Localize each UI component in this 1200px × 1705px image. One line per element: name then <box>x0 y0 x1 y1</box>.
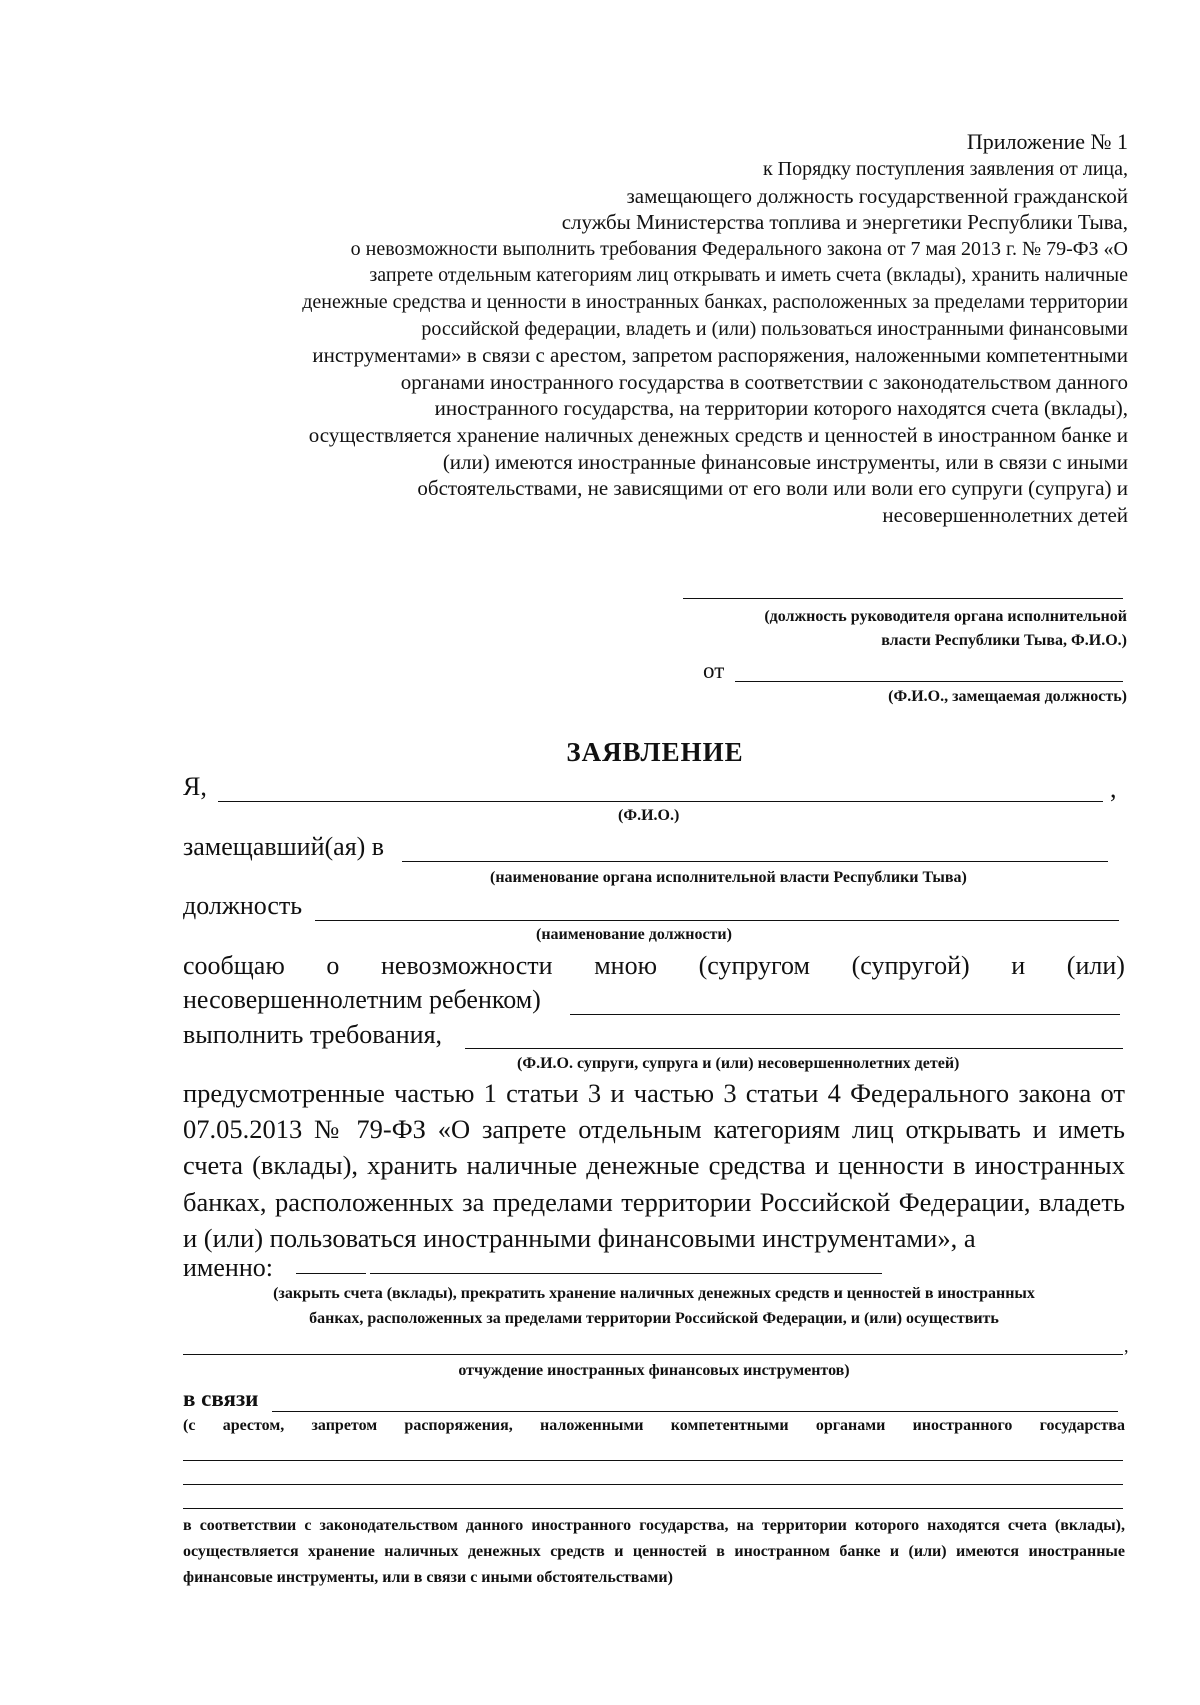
reason-input-line-4[interactable] <box>183 1508 1123 1509</box>
header-appendix-number: Приложение № 1 <box>966 129 1128 154</box>
header-line: осуществляется хранение наличных денежных средств и ценностей в иностранном банке и <box>308 422 1128 447</box>
report-word: невозможности <box>380 951 553 980</box>
report-word: сообщаю <box>183 951 285 980</box>
header-line: денежные средства и ценности в иностранных банках, расположенных за пределами территории <box>302 290 1128 313</box>
document-title: ЗАЯВЛЕНИЕ <box>566 737 744 767</box>
addressee-caption-2: власти Республики Тыва, Ф.И.О.) <box>881 632 1127 649</box>
fio-input-line[interactable] <box>218 801 1103 802</box>
held-input-line[interactable] <box>402 861 1108 862</box>
fulfill-input-line[interactable] <box>465 1048 1123 1049</box>
namely-label: именно: <box>183 1253 273 1282</box>
report-word: о <box>326 951 340 980</box>
reason-input-line[interactable] <box>272 1411 1118 1412</box>
header-line: обстоятельствами, не зависящими от его воли или воли его супруги (супруга) и <box>417 476 1128 501</box>
header-line: органами иностранного государства в соответствии с законодательством данного <box>400 369 1128 394</box>
fulfill-label: выполнить требования, <box>183 1020 443 1049</box>
namely-input-line-3[interactable] <box>183 1354 1123 1355</box>
i-label: Я, <box>183 772 207 801</box>
namely-comma: , <box>1124 1336 1129 1356</box>
position-input-line[interactable] <box>315 920 1119 921</box>
main-paragraph: предусмотренные частью 1 статьи 3 и частью 3 статьи 4 Федерального закона от 07.05.2013 № 79-ФЗ «О запрете отдельным категориям лиц открывать и иметь счета (вклады), хранить наличные денежные средства и ценности в иностранных банках, расположенных за пределами территории Российской Федерации, владеть и (или) пользоваться иностранными финансовыми инструментами», а <box>183 1078 1125 1253</box>
held-caption: (наименование органа исполнительной власти Республики Тыва) <box>490 869 967 886</box>
family-caption: (Ф.И.О. супруги, супруга и (или) несовершеннолетних детей) <box>517 1055 960 1072</box>
header-line: инструментами» в связи с арестом, запретом распоряжения, наложенными компетентными <box>312 343 1128 368</box>
namely-input-line-2[interactable] <box>370 1273 882 1274</box>
header-line: иностранного государства, на территории которого находятся счета (вклады), <box>434 396 1128 421</box>
held-label: замещавший(ая) в <box>183 832 385 861</box>
namely-input-line-1[interactable] <box>296 1273 366 1274</box>
fio-caption: (Ф.И.О.) <box>618 807 680 824</box>
header-line: запрете отдельным категориям лиц открывать и иметь счета (вклады), хранить наличные <box>369 264 1128 287</box>
fio-comma: , <box>1110 774 1117 803</box>
report-word: (супругой) <box>851 951 970 980</box>
report-word: и <box>1011 951 1026 980</box>
minor-input-line[interactable] <box>570 1014 1120 1015</box>
from-line[interactable] <box>735 681 1123 682</box>
position-caption: (наименование должности) <box>536 926 732 943</box>
header-line: о невозможности выполнить требования Федерального закона от 7 мая 2013 г. № 79-ФЗ «О <box>350 237 1128 260</box>
header-line: замещающего должность государственной гражданской <box>626 183 1128 208</box>
namely-caption-1: (закрыть счета (вклады), прекратить хранение наличных денежных средств и ценностей в иностранных <box>273 1285 1035 1302</box>
addressee-line[interactable] <box>683 598 1123 599</box>
report-word: (супругом <box>698 951 811 980</box>
reason-input-line-3[interactable] <box>183 1484 1123 1485</box>
namely-caption-3: отчуждение иностранных финансовых инструментов) <box>458 1362 850 1379</box>
minor-label: несовершеннолетним ребенком) <box>183 985 541 1014</box>
report-word: (или) <box>1066 951 1125 980</box>
reason-label: в связи <box>183 1386 259 1411</box>
header-line: несовершеннолетних детей <box>882 502 1128 527</box>
header-line: российской федерации, владеть и (или) пользоваться иностранными финансовыми <box>421 317 1128 340</box>
report-line <box>183 951 1125 981</box>
header-line: к Порядку поступления заявления от лица, <box>762 158 1128 180</box>
namely-caption-2: банках, расположенных за пределами территории Российской Федерации, и (или) осуществить <box>309 1310 999 1327</box>
reason-caption-2: в соответствии с законодательством данного иностранного государства, на территории которого находятся счета (вклады), осуществляется хранение наличных денежных средств и ценностей в иностранном банке и (или) имеются иностранные финансовые инструменты, или в связи с иными обстоятельствами) <box>183 1517 1125 1586</box>
reason-caption-1: (с арестом, запретом распоряжения, наложенными компетентными органами иностранного государства <box>183 1417 1125 1434</box>
from-caption: (Ф.И.О., замещаемая должность) <box>888 688 1127 705</box>
addressee-caption-1: (должность руководителя органа исполнительной <box>764 608 1127 625</box>
header-block <box>128 128 1128 528</box>
position-label: должность <box>183 891 303 920</box>
from-label: от <box>703 658 725 683</box>
report-word: мною <box>594 951 657 980</box>
header-line: (или) имеются иностранные финансовые инструменты, или в связи с иными <box>442 449 1128 474</box>
reason-input-line-2[interactable] <box>183 1460 1123 1461</box>
header-line: службы Министерства топлива и энергетики Республики Тыва, <box>561 210 1128 235</box>
